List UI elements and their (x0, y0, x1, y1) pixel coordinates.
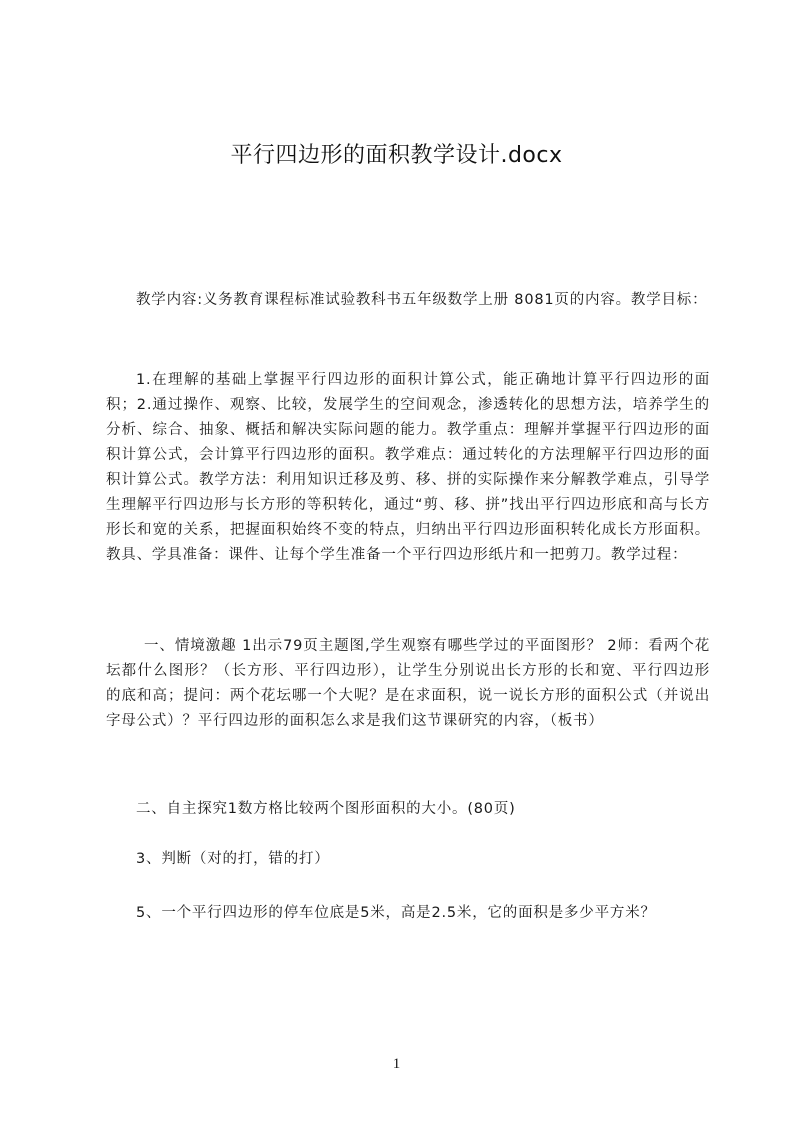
paragraph-situation-intro: 一、情境激趣 1出示79页主题图,学生观察有哪些学过的平面图形？ 2师：看两个花坛都什么图形？（长方形、平行四边形），让学生分别说出长方形的长和宽、平行四边形的底和高；提问：两个花坛哪一个大呢？是在求面积，说一说长方形的面积公式（并说出字母公式）？平行四边形的面积怎么求是我们这节课研究的内容，（板书） (106, 638, 710, 729)
paragraph-judgement: 3、判断（对的打，错的打） (136, 851, 330, 867)
paragraph-teaching-objectives: 1.在理解的基础上掌握平行四边形的面积计算公式，能正确地计算平行四边形的面积；2.通过操作、观察、比较，发展学生的空间观念，渗透转化的思想方法，培养学生的分析、综合、抽象、概括和解决实际问题的能力。教学重点：理解并掌握平行四边形的面积计算公式，会计算平行四边形的面积。教学难点：通过转化的方法理解平行四边形的面积计算公式。教学方法：利用知识迁移及剪、移、拼的实际操作来分解教学难点，引导学生理解平行四边形与长方形的等积转化，通过“剪、移、拼”找出平行四边形底和高与长方形长和宽的关系，把握面积始终不变的特点，归纳出平行四边形面积转化成长方形面积。教具、学具准备：课件、让每个学生准备一个平行四边形纸片和一把剪刀。教学过程： (106, 372, 710, 563)
paragraph-self-exploration: 二、自主探究1数方格比较两个图形面积的大小。(80页) (136, 801, 516, 817)
document-title: 平行四边形的面积教学设计.docx (230, 143, 563, 168)
page-number: 1 (392, 1056, 401, 1072)
paragraph-parking-problem: 5、一个平行四边形的停车位底是5米，高是2.5米，它的面积是多少平方米？ (136, 905, 656, 921)
paragraph-teaching-content: 教学内容:义务教育课程标准试验教科书五年级数学上册 8081页的内容。教学目标： (136, 292, 708, 308)
